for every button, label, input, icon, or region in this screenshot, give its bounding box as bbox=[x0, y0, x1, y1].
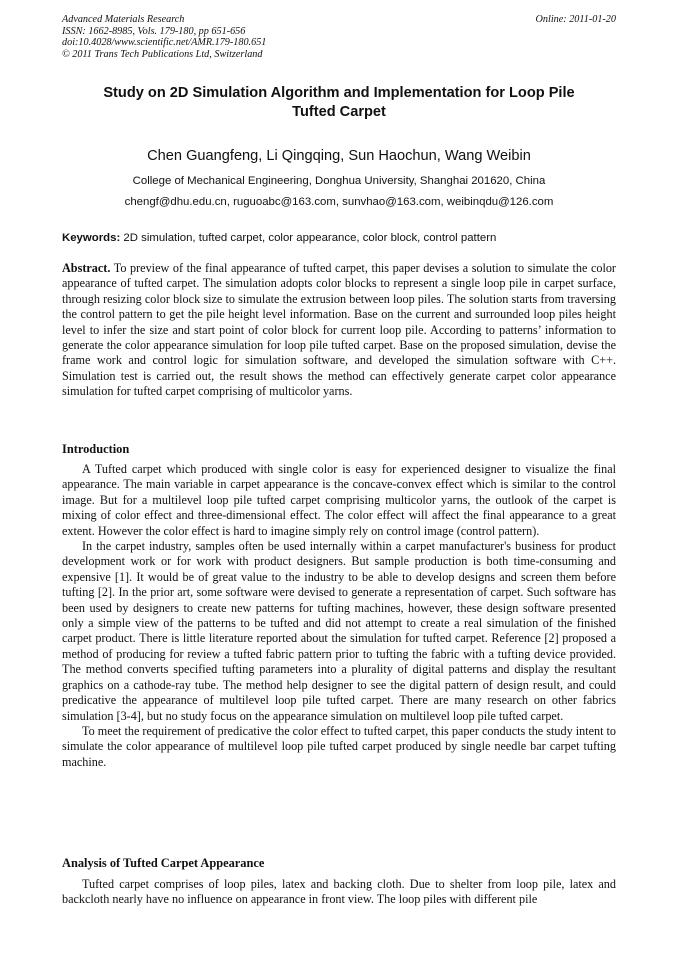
journal-header bbox=[62, 14, 616, 60]
author-list: Chen Guangfeng, Li Qingqing, Sun Haochun, Wang Weibin bbox=[147, 148, 531, 164]
abstract-text: To preview of the final appearance of tufted carpet, this paper devises a solution to simulate the color appearance of tufted carpet. The simulation adopts color blocks to represent a single loop pile in carpet surface, through resizing color block size to simulate the extrusion between loop piles. The solution starts from traversing the control pattern to get the pile height level information. Base on the current and surrounded loop piles height level to infer the size and start point of color block for current loop pile. According to patterns’ information to generate the color appearance simulation for loop pile tufted carpet. Base on the proposed simulation, devise the frame work and control logic for simulation software, and developed the simulation software with C++. Simulation test is carried out, the result shows the method can effectively generate carpet color appearance simulation for tufted carpet comprising of multicolor yarns. bbox=[62, 261, 616, 399]
affiliation: College of Mechanical Engineering, Donghua University, Shanghai 201620, China bbox=[132, 175, 546, 187]
analysis-paragraph-1: Tufted carpet comprises of loop piles, latex and backing cloth. Due to shelter from loop pile, latex and backcloth nearly have no influence on appearance in front view. The loop piles with different pile bbox=[62, 877, 616, 907]
copyright-line: © 2011 Trans Tech Publications Ltd, Switzerland bbox=[62, 48, 263, 60]
keywords-label: Keywords: bbox=[62, 232, 121, 244]
keywords-text: 2D simulation, tufted carpet, color appearance, color block, control pattern bbox=[120, 232, 497, 244]
paper-title bbox=[62, 84, 616, 122]
intro-paragraph-2: In the carpet industry, samples often be used internally within a carpet manufacturer's business for product development work or for work with product designers. But sample production is both time-consuming and expensive [1]. It would be of great value to the industry to be able to develop designs and screen them before tufting [2]. In the prior art, some software were devised to generate a representation of carpet. Such software has been used by designers to create new patterns for tufting machines, however, these design software presented only a simple view of the patterns to be tufted and did not attempt to create a real simulation of the finished carpet product. There is little literature reported about the simulation for tufted carpet. Reference [2] proposed a method of producing for review a tufted fabric pattern prior to tufting the fabric with a tufting device provided. The method converts specified tufting parameters into a plurality of digital patterns and display the resultant graphics on a cathode-ray tube. The method help designer to see the digital pattern of design result, and could predicative the appearance of multilevel loop pile tufted carpet. There are many research on other fabrics simulation [3-4], but no study focus on the appearance simulation on multilevel loop pile tufted carpet. bbox=[62, 539, 616, 723]
keywords bbox=[62, 232, 616, 244]
abstract-label: Abstract. bbox=[62, 261, 111, 275]
intro-paragraph-1: A Tufted carpet which produced with single color is easy for experienced designer to visualize the final appearance. The main variable in carpet appearance is the concave-convex effect which is similar to the control image. But for a multilevel loop pile tufted carpet comprising multicolor yarns, the outlook of the carpet is mixing of color effect and three-dimensional effect. The color effect will affect the final appearance to a great extent. However the color effect is hard to imagine simply rely on control image (control pattern). bbox=[62, 462, 616, 538]
doi-line: doi:10.4028/www.scientific.net/AMR.179-180.651 bbox=[62, 37, 267, 49]
online-date: Online: 2011-01-20 bbox=[535, 14, 616, 25]
section-heading-analysis: Analysis of Tufted Carpet Appearance bbox=[62, 856, 265, 870]
analysis-body bbox=[62, 877, 616, 908]
abstract bbox=[62, 261, 616, 400]
section-heading-introduction: Introduction bbox=[62, 442, 130, 456]
title-line-1: Study on 2D Simulation Algorithm and Implementation for Loop Pile bbox=[103, 85, 575, 101]
introduction-body bbox=[62, 462, 616, 770]
journal-name: Advanced Materials Research bbox=[62, 14, 185, 25]
author-emails: chengf@dhu.edu.cn, ruguoabc@163.com, sunvhao@163.com, weibinqdu@126.com bbox=[124, 196, 554, 208]
title-line-2: Tufted Carpet bbox=[292, 104, 386, 120]
intro-paragraph-3: To meet the requirement of predicative the color effect to tufted carpet, this paper conducts the study intent to simulate the color appearance of multilevel loop pile tufted carpet produced by single needle bar carpet tufting machine. bbox=[62, 723, 616, 769]
issn-line: ISSN: 1662-8985, Vols. 179-180, pp 651-656 bbox=[62, 25, 246, 37]
